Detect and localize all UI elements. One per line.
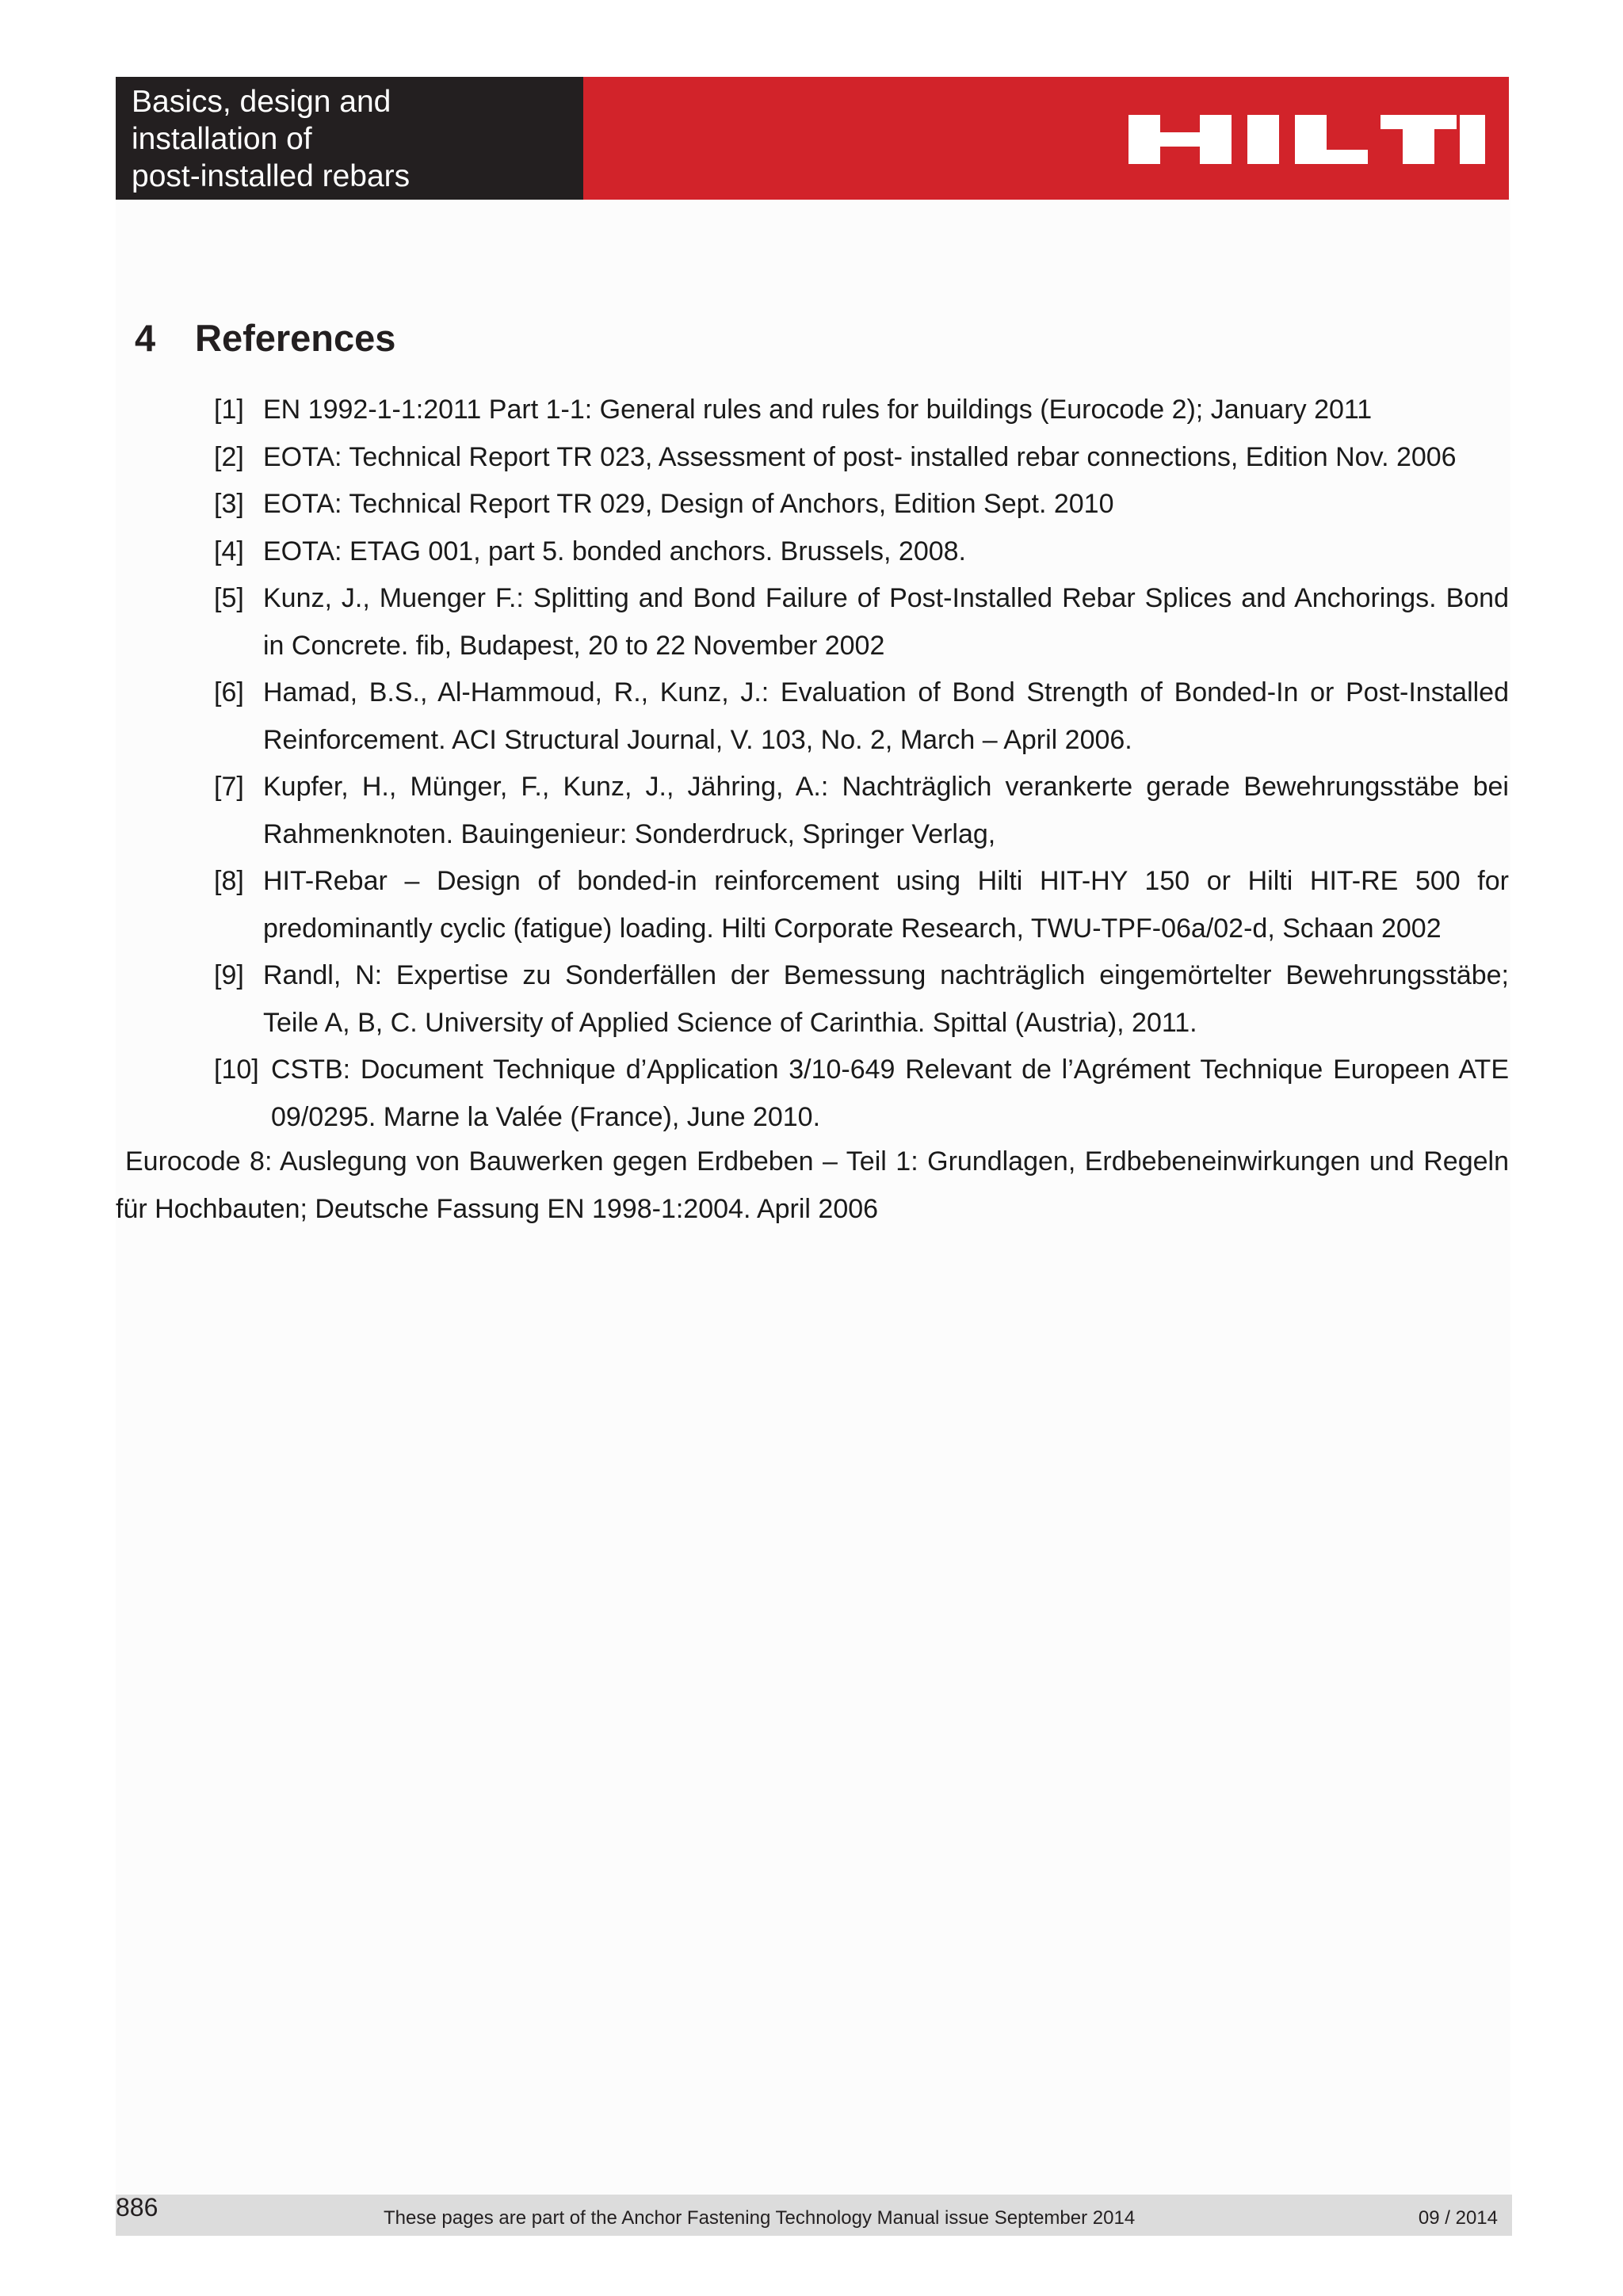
section-title: References: [195, 317, 396, 360]
reference-number: [4]: [214, 536, 244, 566]
reference-text: Randl, N: Expertise zu Sonderfällen der Bemessung nachträglich eingemörtelter Bewehrungsstäbe; Teile A, B, C. University of Applied Science of Carinthia. Spittal (Austria), 2011.: [263, 960, 1509, 1038]
reference-number: [5]: [214, 583, 244, 613]
reference-number: [6]: [214, 677, 244, 707]
reference-item: [214, 387, 1509, 434]
reference-number: [2]: [214, 441, 244, 472]
reference-text: HIT-Rebar – Design of bonded-in reinforcement using Hilti HIT-HY 150 or Hilti HIT-RE 500 for predominantly cyclic (fatigue) loading. Hilti Corporate Research, TWU-TPF-06a/02-d, Schaan 2002: [263, 866, 1509, 944]
section-number: 4: [135, 317, 156, 360]
reference-item: [214, 528, 1509, 576]
hilti-logo: [1128, 115, 1485, 164]
header-title-line-1: Basics, design and: [132, 85, 391, 119]
header-title-line-2: installation of: [132, 122, 312, 156]
footer-date: 09 / 2014: [1418, 2207, 1498, 2229]
reference-text: CSTB: Document Technique d’Application 3/10-649 Relevant de l’Agrément Technique Europeen ATE 09/0295. Marne la Valée (France), June 2010.: [271, 1055, 1509, 1132]
reference-number: [3]: [214, 489, 244, 519]
reference-text: Hamad, B.S., Al-Hammoud, R., Kunz, J.: Evaluation of Bond Strength of Bonded-In or Post-Installed Reinforcement. ACI Structural Journal, V. 103, No. 2, March – April 2006.: [263, 677, 1509, 755]
reference-item: [214, 481, 1509, 528]
reference-item: [214, 434, 1509, 482]
reference-list: [214, 387, 1509, 1141]
header-brand-bar: [583, 77, 1509, 200]
eurocode-note: Eurocode 8: Auslegung von Bauwerken gegen Erdbeben – Teil 1: Grundlagen, Erdbebeneinwirkungen und Regeln für Hochbauten; Deutsche Fassung EN 1998-1:2004. April 2006: [116, 1146, 1509, 1224]
page-footer: [116, 2195, 1512, 2236]
reference-item: [214, 952, 1509, 1047]
reference-item: [214, 858, 1509, 952]
reference-text: EOTA: ETAG 001, part 5. bonded anchors. Brussels, 2008.: [263, 536, 966, 566]
header-title: [116, 77, 583, 200]
reference-item: [214, 669, 1509, 764]
header-title-line-3: post-installed rebars: [132, 159, 411, 193]
reference-number: [9]: [214, 960, 244, 990]
reference-text: Kunz, J., Muenger F.: Splitting and Bond Failure of Post-Installed Rebar Splices and Anchorings. Bond in Concrete. fib, Budapest, 20 to 22 November 2002: [263, 583, 1509, 661]
page-header: [116, 77, 1509, 200]
reference-text: EOTA: Technical Report TR 029, Design of Anchors, Edition Sept. 2010: [263, 489, 1114, 519]
page-number: 886: [116, 2193, 158, 2222]
reference-number: [7]: [214, 772, 244, 802]
reference-item: [214, 764, 1509, 858]
reference-number: [8]: [214, 866, 244, 896]
reference-number: [10]: [214, 1055, 259, 1085]
section-heading: [135, 316, 395, 360]
reference-text: EOTA: Technical Report TR 023, Assessment of post- installed rebar connections, Edition Nov. 2006: [263, 441, 1457, 472]
reference-number: [1]: [214, 395, 244, 425]
reference-text: EN 1992-1-1:2011 Part 1-1: General rules and rules for buildings (Eurocode 2); January 2011: [263, 395, 1373, 425]
footer-text: These pages are part of the Anchor Fastening Technology Manual issue September 2014: [384, 2207, 1136, 2229]
reference-item: [214, 1047, 1509, 1141]
reference-item: [214, 575, 1509, 669]
reference-text: Kupfer, H., Münger, F., Kunz, J., Jähring, A.: Nachträglich verankerte gerade Bewehrungsstäbe bei Rahmenknoten. Bauingenieur: Sonderdruck, Springer Verlag,: [263, 772, 1509, 849]
